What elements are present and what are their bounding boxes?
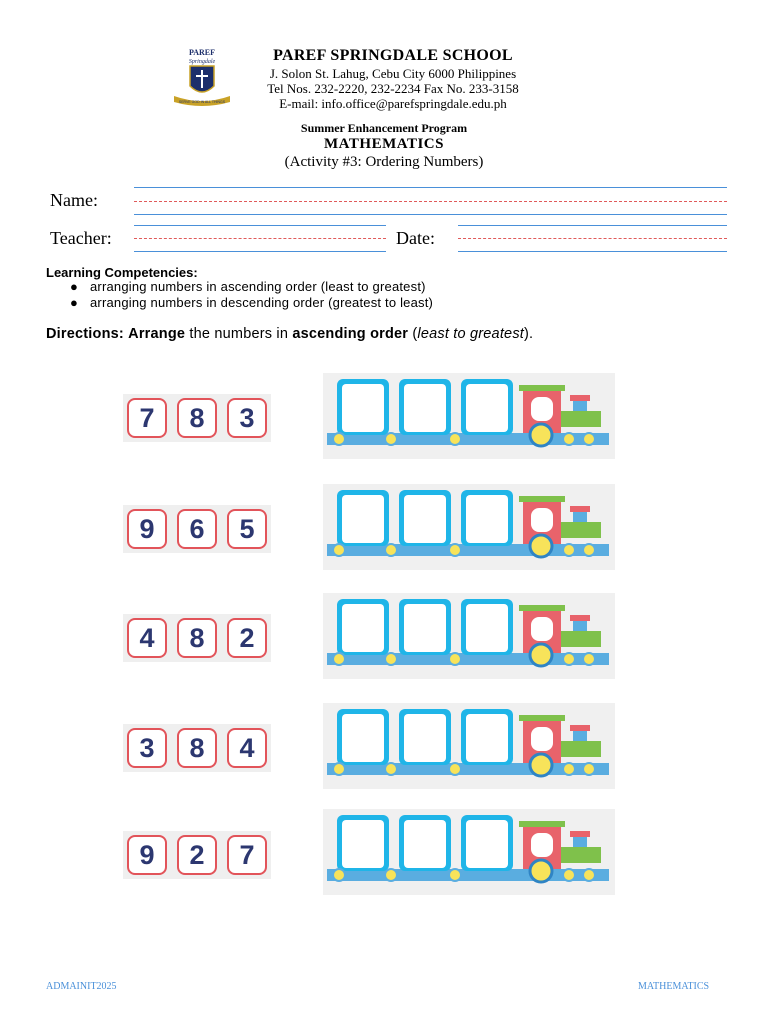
digit-card[interactable]: 7 (227, 835, 267, 875)
program-title: Summer Enhancement Program (300, 121, 468, 135)
bullet-icon: ● (70, 295, 79, 310)
teacher-line-bottom (134, 251, 386, 252)
train-answer-1[interactable] (323, 373, 615, 459)
digit-card[interactable]: 4 (127, 618, 167, 658)
digit-card[interactable]: 4 (227, 728, 267, 768)
teacher-field[interactable] (134, 238, 386, 239)
digit-card[interactable]: 8 (177, 618, 217, 658)
school-email: E-mail: info.office@parefspringdale.edu.ph (279, 96, 507, 111)
directions-order: ascending order (292, 326, 409, 342)
school-name: PAREF SPRINGDALE SCHOOL (273, 47, 513, 64)
digit-card[interactable]: 5 (227, 509, 267, 549)
logo-text-script: Springdale (188, 59, 216, 65)
activity-title: (Activity #3: Ordering Numbers) (284, 154, 484, 170)
digit-card[interactable]: 8 (177, 728, 217, 768)
worksheet-title (0, 121, 768, 172)
digit-card[interactable]: 7 (127, 398, 167, 438)
competencies-title: Learning Competencies: (46, 265, 198, 280)
logo-text-top: PAREF (188, 48, 216, 57)
digit-card[interactable]: 9 (127, 835, 167, 875)
directions-text: the numbers in (185, 326, 293, 342)
digit-card[interactable]: 9 (127, 509, 167, 549)
school-address: J. Solon St. Lahug, Cebu City 6000 Philippines (269, 66, 517, 81)
competencies-list (70, 279, 433, 311)
train-icon (323, 593, 615, 679)
teacher-line-top (134, 225, 386, 226)
number-group-5 (123, 831, 271, 879)
school-phone: Tel Nos. 232-2220, 232-2234 Fax No. 233-3158 (267, 81, 519, 96)
digit-card[interactable]: 2 (177, 835, 217, 875)
directions-verb: Arrange (128, 326, 186, 342)
subject-title: MATHEMATICS (324, 136, 444, 152)
competency-text: arranging numbers in ascending order (least to greatest) (90, 279, 426, 294)
directions-hint: least to greatest (417, 326, 524, 342)
directions: Directions: Arrange the numbers in ascending order (least to greatest). (46, 326, 534, 342)
digit-card[interactable]: 6 (177, 509, 217, 549)
footer-code: ADMAINIT2025 (46, 981, 117, 992)
date-label: Date: (396, 228, 435, 248)
school-logo (170, 46, 234, 110)
name-label: Name: (50, 190, 98, 210)
train-icon (323, 809, 615, 895)
train-icon (323, 703, 615, 789)
date-field[interactable] (458, 238, 727, 239)
number-group-2 (123, 505, 271, 553)
logo-banner-text: SERVE GOD IN ALL THINGS (178, 100, 226, 104)
train-icon (323, 484, 615, 570)
digit-card[interactable]: 8 (177, 398, 217, 438)
directions-label: Directions: (46, 326, 124, 342)
train-answer-2[interactable] (323, 484, 615, 570)
train-answer-4[interactable] (323, 703, 615, 789)
train-icon (323, 373, 615, 459)
date-line-top (458, 225, 727, 226)
train-answer-3[interactable] (323, 593, 615, 679)
name-line-bottom (134, 214, 727, 215)
teacher-label: Teacher: (50, 228, 112, 248)
competency-text: arranging numbers in descending order (greatest to least) (90, 295, 434, 310)
name-line-top (134, 187, 727, 188)
list-item (70, 279, 433, 295)
number-group-1 (123, 394, 271, 442)
number-group-3 (123, 614, 271, 662)
school-info (243, 46, 543, 111)
number-group-4 (123, 724, 271, 772)
bullet-icon: ● (70, 279, 79, 294)
list-item (70, 295, 433, 311)
date-line-bottom (458, 251, 727, 252)
digit-card[interactable]: 3 (227, 398, 267, 438)
train-answer-5[interactable] (323, 809, 615, 895)
digit-card[interactable]: 3 (127, 728, 167, 768)
digit-card[interactable]: 2 (227, 618, 267, 658)
name-field[interactable] (134, 201, 727, 202)
footer-subject: MATHEMATICS (638, 981, 710, 992)
